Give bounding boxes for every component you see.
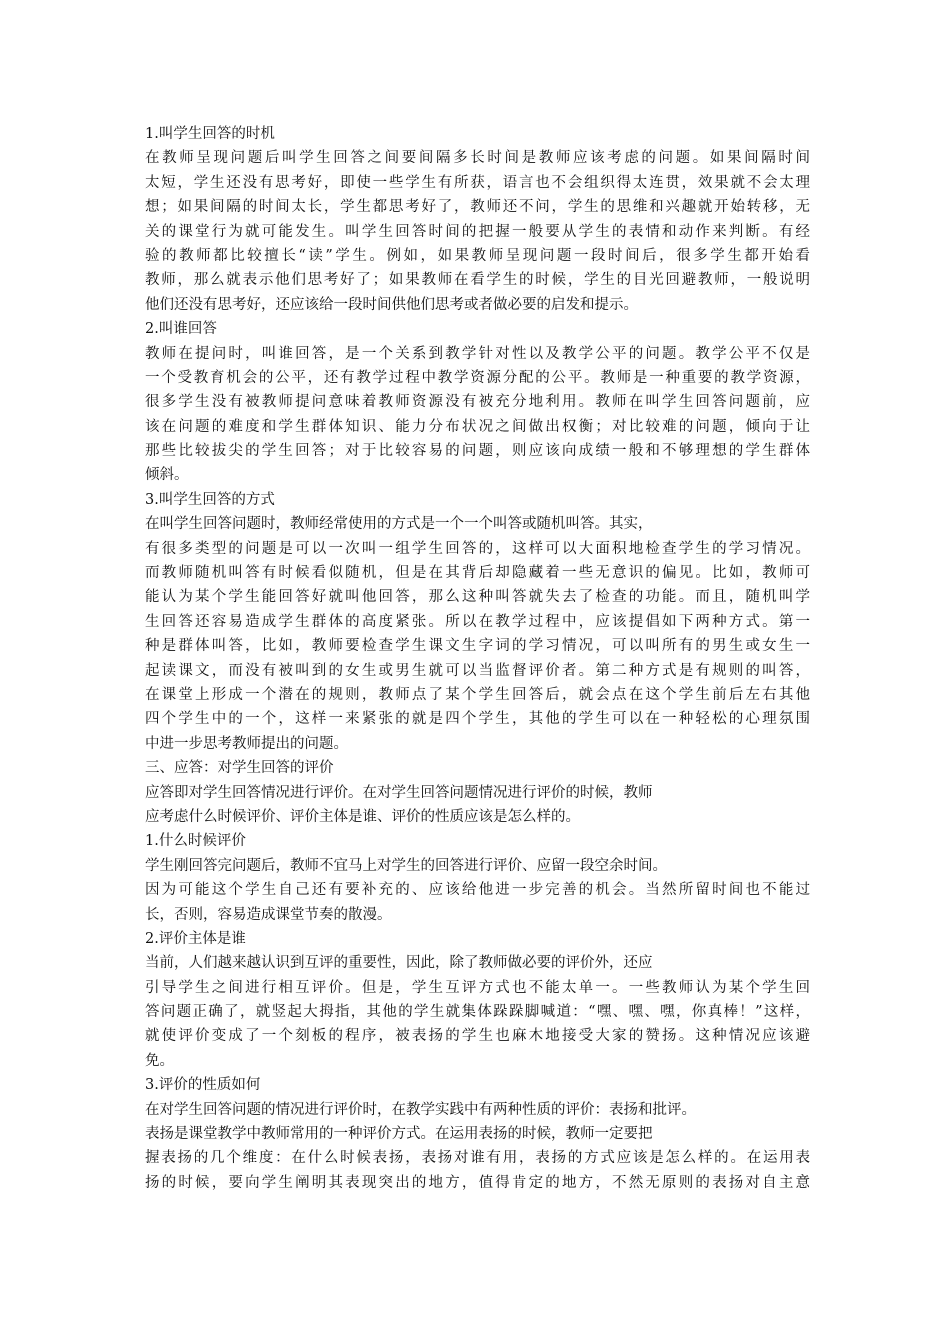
paragraph-line: 在课堂上形成一个潜在的规则，教师点了某个学生回答后，就会点在这个学生前后左右其他 <box>145 686 810 703</box>
paragraph-line: 长，否则，容易造成课堂节奏的散漫。 <box>145 906 392 923</box>
paragraph-line: 扬的时候，要向学生阐明其表现突出的地方，值得肯定的地方，不然无原则的表扬对自主意 <box>145 1174 810 1191</box>
paragraph-line: 能认为某个学生能回答好就叫他回答，那么这种叫答就失去了检查的功能。而且，随机叫学 <box>145 589 810 606</box>
paragraph-line: 就使评价变成了一个刻板的程序，被表扬的学生也麻木地接受大家的赞扬。这种情况应该避 <box>145 1028 810 1045</box>
paragraph-line: 该在问题的难度和学生群体知识、能力分布状况之间做出权衡；对比较难的问题，倾向于让 <box>145 418 810 435</box>
paragraph-line: 而教师随机叫答有时候看似随机，但是在其背后却隐藏着一些无意识的偏见。比如，教师可 <box>145 565 810 582</box>
paragraph-line: 倾斜。 <box>145 467 189 484</box>
section-heading: 3.叫学生回答的方式 <box>145 491 275 508</box>
paragraph-line: 免。 <box>145 1052 174 1069</box>
paragraph-line: 太短，学生还没有思考好，即使一些学生有所获，语言也不会组织得太连贯，效果就不会太理 <box>145 174 810 191</box>
section-heading: 3.评价的性质如何 <box>145 1077 261 1094</box>
paragraph-line: 生回答还容易造成学生群体的高度紧张。所以在教学过程中，应该提倡如下两种方式。第一 <box>145 613 810 630</box>
paragraph-line: 在叫学生回答问题时，教师经常使用的方式是一个一个叫答或随机叫答。其实， <box>145 516 653 533</box>
paragraph-line: 四个学生中的一个，这样一来紧张的就是四个学生，其他的学生可以在一种轻松的心理氛围 <box>145 711 810 728</box>
paragraph-line: 种是群体叫答，比如，教师要检查学生课文生字词的学习情况，可以叫所有的男生或女生一 <box>145 638 810 655</box>
paragraph-line: 起读课文，而没有被叫到的女生或男生就可以当监督评价者。第二种方式是有规则的叫答， <box>145 662 810 679</box>
paragraph-line: 一个受教育机会的公平，还有教学过程中教学资源分配的公平。教师是一种重要的教学资源， <box>145 369 810 386</box>
paragraph-line: 有很多类型的问题是可以一次叫一组学生回答的，这样可以大面积地检查学生的学习情况。 <box>145 540 810 557</box>
section-heading: 2.评价主体是谁 <box>145 930 246 947</box>
paragraph-line: 很多学生没有被教师提问意味着教师资源没有被充分地利用。教师在叫学生回答问题前，应 <box>145 394 810 411</box>
paragraph-line: 在对学生回答问题的情况进行评价时，在教学实践中有两种性质的评价：表扬和批评。 <box>145 1101 696 1118</box>
paragraph-line: 中进一步思考教师提出的问题。 <box>145 735 348 752</box>
section-heading: 三、应答：对学生回答的评价 <box>145 760 334 777</box>
paragraph-line: 关的课堂行为就可能发生。叫学生回答时间的把握一般要从学生的表情和动作来判断。有经 <box>145 223 810 240</box>
paragraph-line: 答问题正确了，就竖起大拇指，其他的学生就集体跺跺脚喊道：“嘿、嘿、嘿，你真棒！”这样， <box>145 1004 810 1021</box>
paragraph-line: 表扬是课堂教学中教师常用的一种评价方式。在运用表扬的时候，教师一定要把 <box>145 1126 653 1143</box>
paragraph-line: 因为可能这个学生自己还有要补充的、应该给他进一步完善的机会。当然所留时间也不能过 <box>145 882 810 899</box>
paragraph-line: 握表扬的几个维度：在什么时候表扬，表扬对谁有用，表扬的方式应该是怎么样的。在运用表 <box>145 1150 810 1167</box>
paragraph-line: 那些比较拔尖的学生回答；对于比较容易的问题，则应该向成绩一般和不够理想的学生群体 <box>145 443 810 460</box>
paragraph-line: 教师在提问时，叫谁回答，是一个关系到教学针对性以及教学公平的问题。教学公平不仅是 <box>145 345 810 362</box>
paragraph-line: 引导学生之间进行相互评价。但是，学生互评方式也不能太单一。一些教师认为某个学生回 <box>145 979 810 996</box>
paragraph-line: 当前，人们越来越认识到互评的重要性，因此，除了教师做必要的评价外，还应 <box>145 955 653 972</box>
paragraph-line: 验的教师都比较擅长“读”学生。例如，如果教师呈现问题一段时间后，很多学生都开始看 <box>145 247 810 264</box>
section-heading: 1.叫学生回答的时机 <box>145 126 275 142</box>
paragraph-line: 学生刚回答完问题后，教师不宜马上对学生的回答进行评价、应留一段空余时间。 <box>145 857 667 874</box>
paragraph-line: 他们还没有思考好，还应该给一段时间供他们思考或者做必要的启发和提示。 <box>145 296 638 313</box>
paragraph-line: 在教师呈现问题后叫学生回答之间要间隔多长时间是教师应该考虑的问题。如果间隔时间 <box>145 150 810 167</box>
paragraph-line: 教师，那么就表示他们思考好了；如果教师在看学生的时候，学生的目光回避教师，一般说明 <box>145 272 810 289</box>
section-heading: 1.什么时候评价 <box>145 833 246 850</box>
paragraph-line: 想；如果间隔的时间太长，学生都思考好了，教师还不问，学生的思维和兴趣就开始转移，无 <box>145 199 810 216</box>
paragraph-line: 应考虑什么时候评价、评价主体是谁、评价的性质应该是怎么样的。 <box>145 808 580 825</box>
paragraph-line: 应答即对学生回答情况进行评价。在对学生回答问题情况进行评价的时候，教师 <box>145 784 653 801</box>
document-body <box>145 122 810 1195</box>
section-heading: 2.叫谁回答 <box>145 321 217 338</box>
